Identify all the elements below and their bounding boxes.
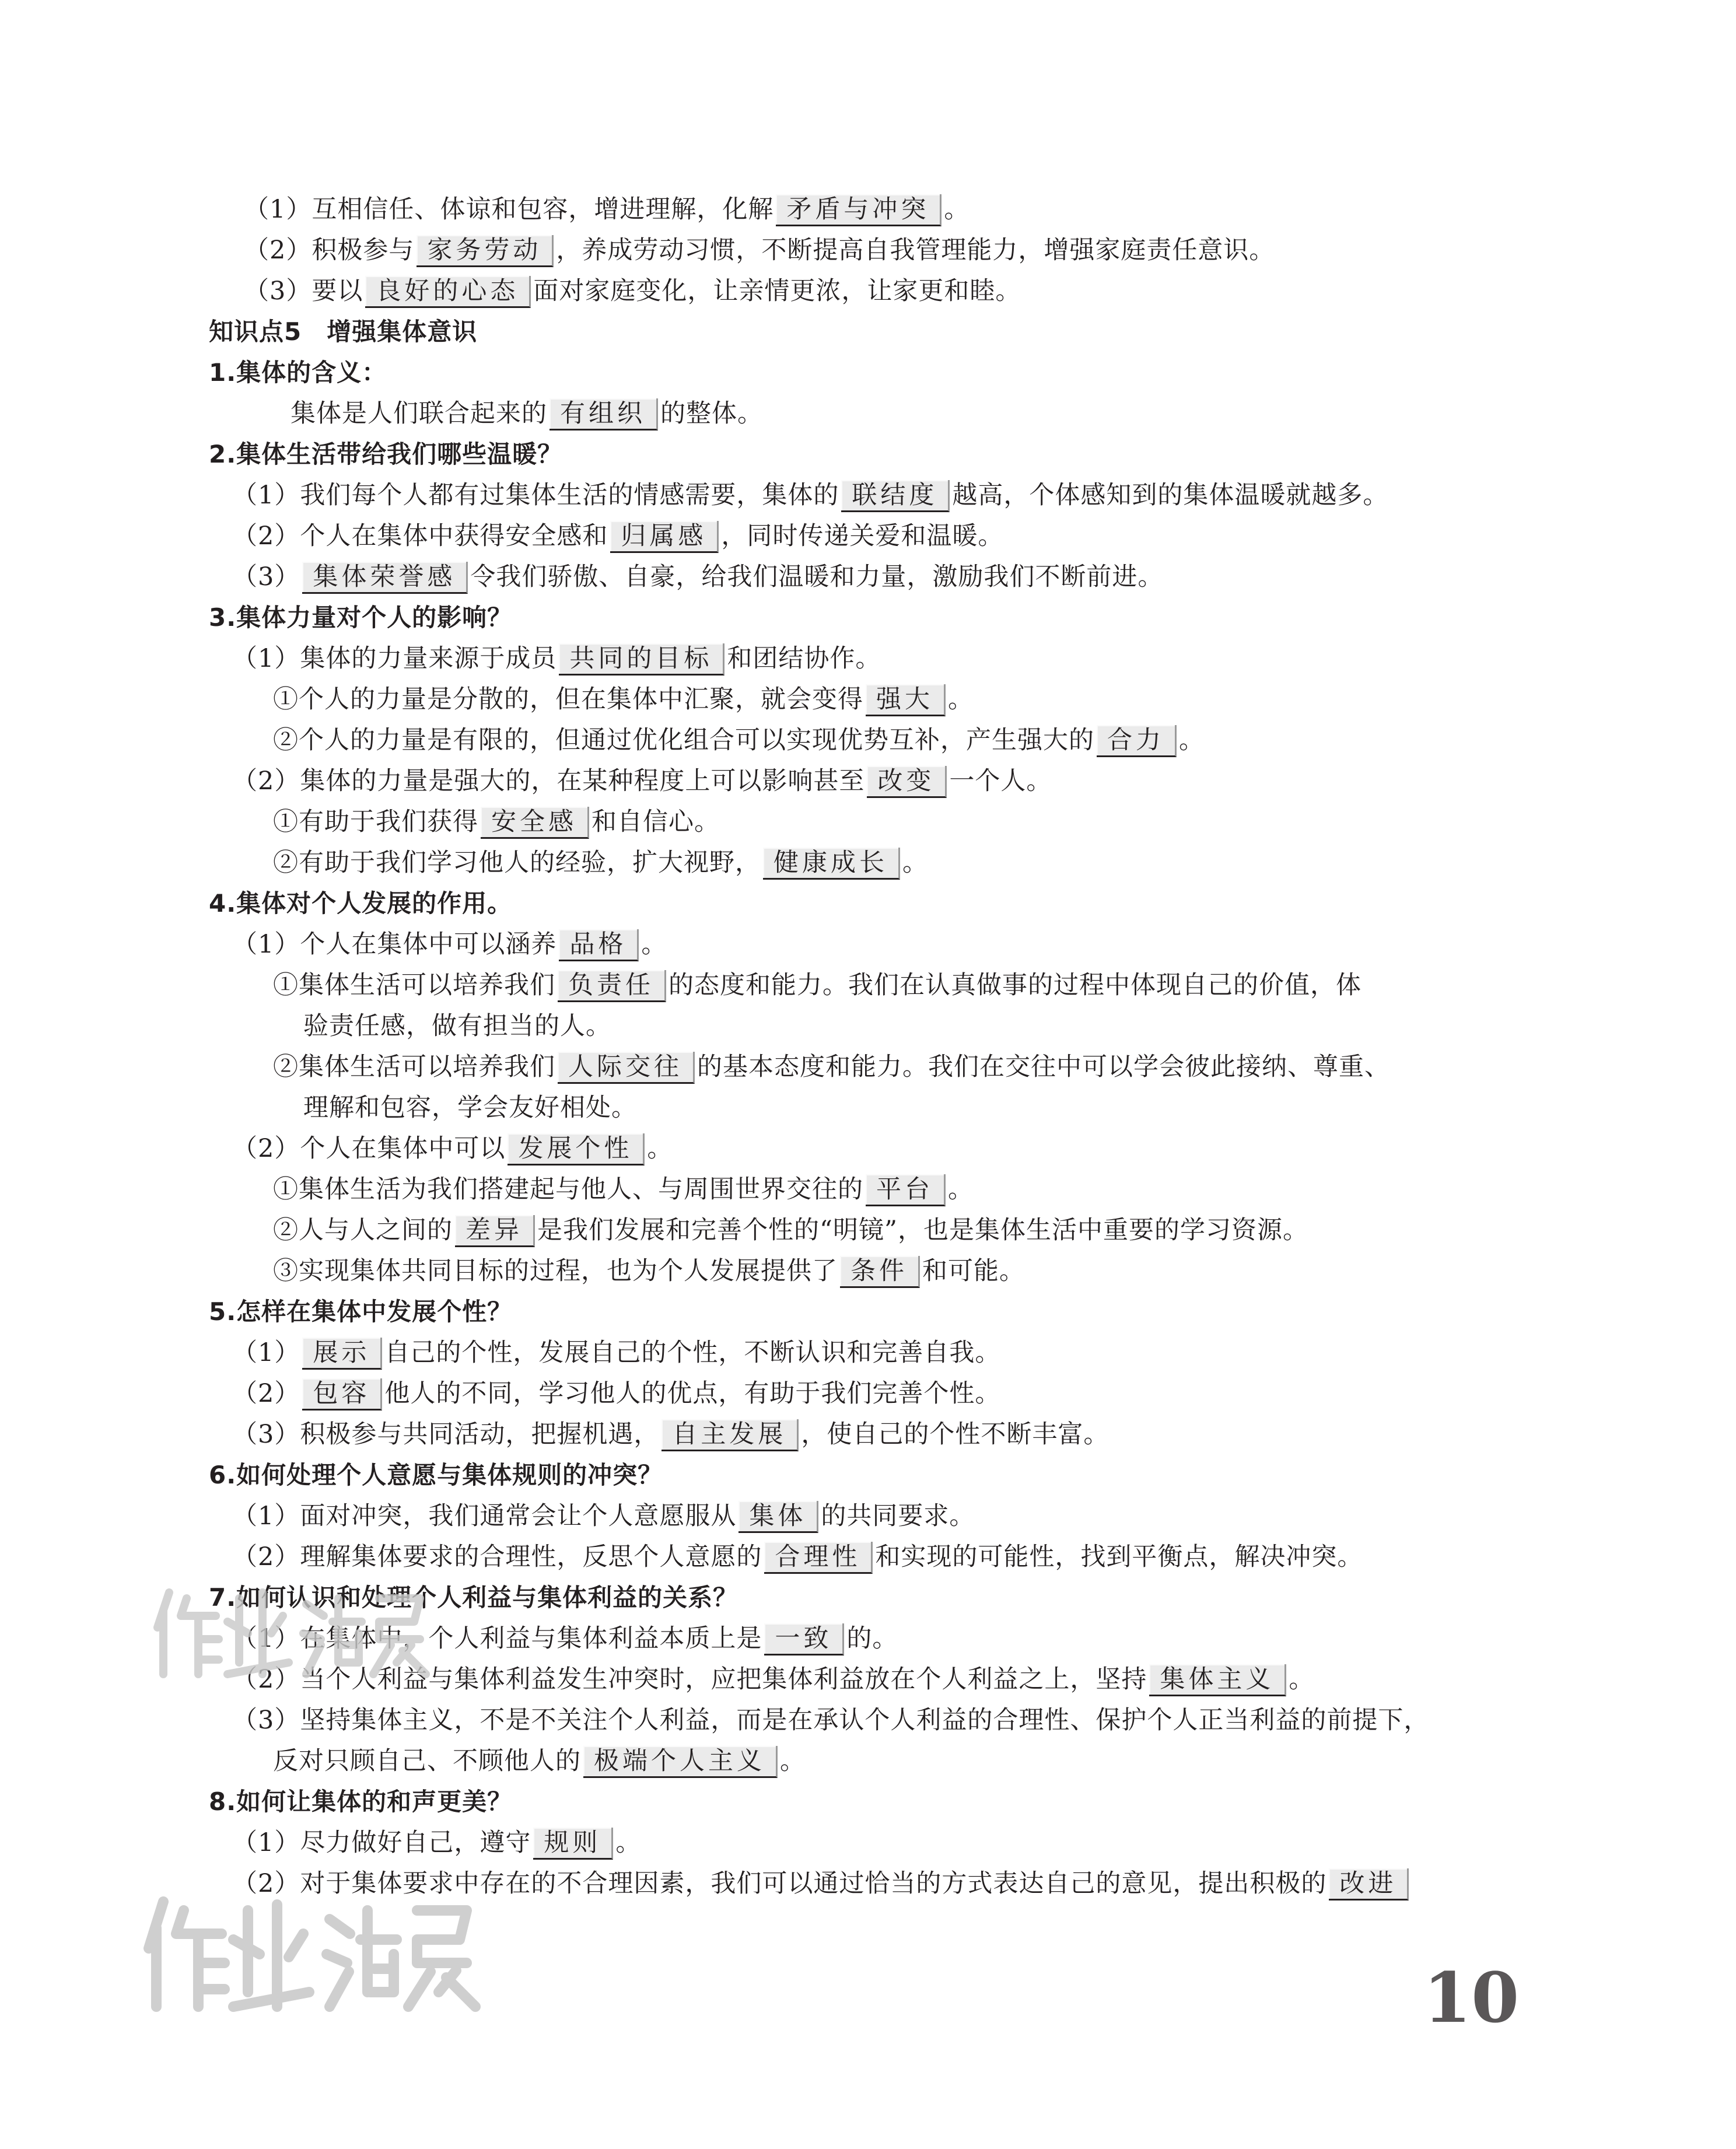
text-run: 和实现的可能性，找到平衡点，解决冲突。: [875, 1542, 1363, 1572]
text-run: 的共同要求。: [821, 1502, 975, 1531]
text-run: 2.集体生活带给我们哪些温暖？: [209, 440, 563, 468]
text-run: 1.集体的含义：: [209, 358, 387, 387]
text-line: [273, 1172, 974, 1206]
text-run: 8.如何让集体的和声更美？: [209, 1787, 513, 1816]
text-run: （2）个人在集体中获得安全感和: [232, 522, 608, 551]
page-number: 10: [1423, 1957, 1520, 2038]
text-line: [273, 1254, 1025, 1288]
text-run: 知识点5 增强集体意识: [209, 317, 478, 346]
answer-blank: 改变: [867, 766, 947, 798]
text-run: 6.如何处理个人意愿与集体规则的冲突？: [209, 1461, 663, 1489]
text-line: [232, 1132, 673, 1166]
answer-blank: 差异: [455, 1215, 535, 1247]
text-run: （1）个人在集体中可以涵养: [232, 930, 557, 959]
text-run: （3）坚持集体主义，不是不关注个人利益，而是在承认个人利益的合理性、保护个人正当利益的前提下，: [232, 1706, 1430, 1735]
text-line: [232, 1418, 1109, 1451]
text-run: ③实现集体共同目标的过程，也为个人发展提供了: [273, 1256, 838, 1286]
text-run: 。: [647, 1134, 673, 1163]
answer-blank: 展示: [302, 1338, 382, 1370]
text-run: （1）我们每个人都有过集体生活的情感需要，集体的: [232, 481, 839, 510]
answer-blank: 集体: [738, 1501, 818, 1533]
text-run: 和可能。: [922, 1256, 1025, 1286]
text-run: 3.集体力量对个人的影响？: [209, 603, 513, 632]
text-line: [232, 1703, 1429, 1737]
answer-blank: 集体主义: [1149, 1664, 1286, 1696]
text-run: 。: [902, 848, 928, 877]
text-run: （2）对于集体要求中存在的不合理因素，我们可以通过恰当的方式表达自己的意见，提出积极的: [232, 1869, 1327, 1898]
text-line: [244, 192, 970, 226]
text-run: （1）尽力做好自己，遵守: [232, 1828, 531, 1857]
text-line: [273, 1213, 1308, 1247]
answer-blank: 归属感: [610, 521, 719, 553]
text-run: 越高，个体感知到的集体温暖就越多。: [952, 481, 1389, 510]
answer-blank: 健康成长: [763, 848, 900, 880]
answer-blank: 安全感: [481, 807, 589, 839]
text-run: 的整体。: [660, 399, 763, 428]
text-line: [290, 397, 763, 430]
text-run: 。: [1179, 726, 1205, 755]
text-run: （2）集体的力量是强大的，在某种程度上可以影响甚至: [232, 766, 865, 796]
section-heading: [209, 601, 512, 635]
text-run: 一个人。: [949, 766, 1052, 796]
text-line: [232, 560, 1163, 594]
text-line: [303, 1091, 637, 1125]
answer-blank: 自主发展: [662, 1419, 799, 1451]
text-run: 。: [948, 685, 974, 714]
answer-blank: 规则: [533, 1828, 613, 1860]
text-run: ②集体生活可以培养我们: [273, 1052, 555, 1082]
text-run: ①集体生活为我们搭建起与他人、与周围世界交往的: [273, 1175, 863, 1204]
section-heading: [209, 1295, 512, 1329]
text-run: 验责任感，做有担当的人。: [303, 1012, 611, 1041]
text-line: [303, 1009, 611, 1043]
answer-blank: 合理性: [764, 1542, 873, 1574]
answer-blank: 集体荣誉感: [302, 562, 468, 594]
text-run: （3）: [232, 562, 300, 592]
text-line: [232, 928, 667, 961]
text-run: 。: [615, 1828, 642, 1857]
text-line: [232, 1377, 1000, 1410]
answer-blank: 人际交往: [558, 1052, 695, 1084]
text-run: （3）要以: [244, 276, 363, 306]
text-run: 面对家庭变化，让亲情更浓，让家更和睦。: [533, 276, 1021, 306]
answer-blank: 平台: [866, 1174, 946, 1206]
text-run: 。: [641, 930, 667, 959]
text-line: [273, 1744, 806, 1778]
text-run: （2）: [232, 1379, 300, 1408]
text-run: （1）集体的力量来源于成员: [232, 644, 557, 673]
text-run: 的。: [846, 1624, 898, 1653]
answer-blank: 共同的目标: [559, 643, 724, 676]
text-line: [273, 723, 1205, 757]
text-line: [244, 233, 1275, 267]
text-run: 5.怎样在集体中发展个性？: [209, 1297, 513, 1326]
text-run: ，同时传递关爱和温暖。: [721, 522, 1004, 551]
text-line: [273, 682, 974, 716]
text-run: （2）当个人利益与集体利益发生冲突时，应把集体利益放在个人利益之上，坚持: [232, 1665, 1147, 1694]
text-run: ，养成劳动习惯，不断提高自我管理能力，增强家庭责任意识。: [556, 236, 1275, 265]
text-run: 。: [944, 195, 970, 224]
text-run: （1）在集体中，个人利益与集体利益本质上是: [232, 1624, 762, 1653]
text-run: （1）面对冲突，我们通常会让个人意愿服从: [232, 1502, 737, 1531]
text-run: （2）积极参与: [244, 236, 415, 265]
text-run: 和自信心。: [592, 807, 720, 836]
text-line: [232, 1540, 1363, 1574]
text-run: ，使自己的个性不断丰富。: [801, 1420, 1110, 1449]
answer-blank: 矛盾与冲突: [776, 194, 942, 226]
text-run: 的基本态度和能力。我们在交往中可以学会彼此接纳、尊重、: [697, 1052, 1390, 1082]
section-heading: [209, 356, 387, 390]
text-run: 。: [948, 1175, 974, 1204]
text-run: ①集体生活可以培养我们: [273, 971, 555, 1000]
text-line: [273, 968, 1362, 1002]
answer-blank: 负责任: [558, 970, 666, 1002]
text-run: 4.集体对个人发展的作用。: [209, 889, 513, 918]
text-run: 是我们发展和完善个性的“明镜”，也是集体生活中重要的学习资源。: [537, 1216, 1308, 1245]
answer-blank: 强大: [866, 684, 946, 716]
text-run: 自己的个性，发展自己的个性，不断认识和完善自我。: [384, 1338, 1001, 1367]
section-heading: [209, 438, 562, 471]
answer-blank: 条件: [840, 1256, 920, 1288]
text-line: [273, 1050, 1390, 1084]
answer-blank: 良好的心态: [365, 276, 531, 308]
text-run: 反对只顾自己、不顾他人的: [273, 1746, 581, 1776]
text-run: 7.如何认识和处理个人利益与集体利益的关系？: [209, 1583, 738, 1612]
answer-blank: 有组织: [550, 398, 658, 430]
text-run: 。: [1289, 1665, 1315, 1694]
text-line: [232, 478, 1388, 512]
answer-blank: 联结度: [841, 480, 950, 512]
text-run: 集体是人们联合起来的: [290, 399, 547, 428]
text-run: 理解和包容，学会友好相处。: [303, 1093, 637, 1122]
answer-blank: 品格: [559, 929, 639, 961]
watermark-logo: [146, 1575, 438, 1686]
text-run: 的态度和能力。我们在认真做事的过程中体现自己的价值，体: [668, 971, 1362, 1000]
text-run: （2）个人在集体中可以: [232, 1134, 506, 1163]
section-heading: [209, 887, 512, 921]
answer-blank: 家务劳动: [416, 235, 554, 267]
text-line: [232, 1336, 1000, 1370]
text-line: [232, 642, 881, 676]
text-line: [232, 519, 1003, 553]
text-run: （1）: [232, 1338, 300, 1367]
text-run: （2）理解集体要求的合理性，反思个人意愿的: [232, 1542, 762, 1572]
section-heading: [209, 315, 477, 349]
text-line: [273, 805, 720, 839]
text-line: [232, 1499, 975, 1533]
section-heading: [209, 1785, 512, 1819]
text-run: 和团结协作。: [727, 644, 881, 673]
text-line: [232, 1826, 641, 1860]
text-run: 。: [780, 1746, 806, 1776]
text-run: （1）互相信任、体谅和包容，增进理解，化解: [244, 195, 774, 224]
answer-blank: 极端个人主义: [583, 1746, 778, 1778]
text-line: [244, 274, 1021, 308]
text-run: ②个人的力量是有限的，但通过优化组合可以实现优势互补，产生强大的: [273, 726, 1094, 755]
section-heading: [209, 1458, 663, 1492]
answer-blank: 包容: [302, 1378, 382, 1410]
text-run: 他人的不同，学习他人的优点，有助于我们完善个性。: [384, 1379, 1001, 1408]
text-line: [232, 764, 1052, 798]
answer-blank: 一致: [764, 1623, 844, 1656]
answer-blank: 合力: [1097, 725, 1177, 757]
text-run: ②有助于我们学习他人的经验，扩大视野，: [273, 848, 761, 877]
watermark-logo: [134, 1884, 484, 2018]
text-run: ②人与人之间的: [273, 1216, 453, 1245]
answer-blank: 发展个性: [508, 1133, 645, 1166]
text-run: ①有助于我们获得: [273, 807, 478, 836]
answer-blank: 改进: [1329, 1868, 1409, 1901]
text-run: 令我们骄傲、自豪，给我们温暖和力量，激励我们不断前进。: [470, 562, 1164, 592]
text-run: ①个人的力量是分散的，但在集体中汇聚，就会变得: [273, 685, 863, 714]
text-line: [273, 846, 928, 880]
text-run: （3）积极参与共同活动，把握机遇，: [232, 1420, 660, 1449]
